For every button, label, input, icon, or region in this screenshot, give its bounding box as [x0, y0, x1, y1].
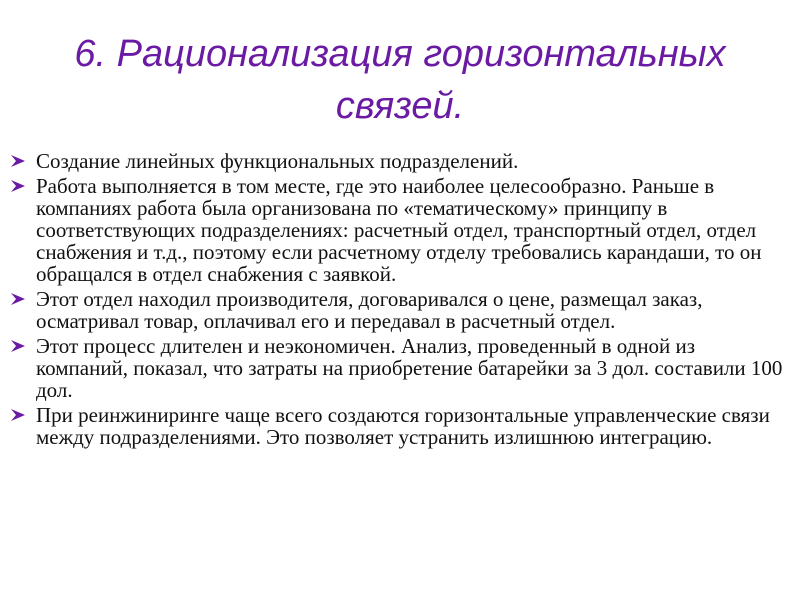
- bullet-item: [0, 404, 800, 448]
- bullet-item: [0, 175, 800, 285]
- bullet-item: [0, 288, 800, 332]
- arrow-bullet-icon: [10, 292, 26, 306]
- arrow-bullet-icon: [10, 154, 26, 168]
- bullet-text: Этот процесс длителен и неэкономичен. Анализ, проведенный в одной из компаний, показал, что затраты на приобретение батарейки за 3 дол. составили 100 дол.: [36, 334, 783, 402]
- bullet-item: [0, 335, 800, 401]
- bullet-text: При реинжиниринге чаще всего создаются горизонтальные управленческие связи между подразделениями. Это позволяет устранить излишнюю интеграцию.: [36, 403, 770, 449]
- bullet-text: Этот отдел находил производителя, договаривался о цене, размещал заказ, осматривал товар, оплачивал его и передавал в расчетный отдел.: [36, 287, 703, 333]
- arrow-bullet-icon: [10, 179, 26, 193]
- slide-title: 6. Рационализация горизонтальных связей.: [74, 33, 726, 127]
- bullet-list: [0, 150, 800, 451]
- arrow-bullet-icon: [10, 339, 26, 353]
- arrow-bullet-icon: [10, 408, 26, 422]
- bullet-item: [0, 150, 800, 172]
- bullet-text: Работа выполняется в том месте, где это наиболее целесообразно. Раньше в компаниях работа была организована по «тематическому» принципу в соответствующих подразделениях: расчетный отдел, транспортный отдел, отдел снабжения и т.д., поэтому если расчетному отделу требовались карандаши, то он обращался в отдел снабжения с заявкой.: [36, 174, 762, 286]
- bullet-text: Создание линейных функциональных подразделений.: [36, 149, 519, 173]
